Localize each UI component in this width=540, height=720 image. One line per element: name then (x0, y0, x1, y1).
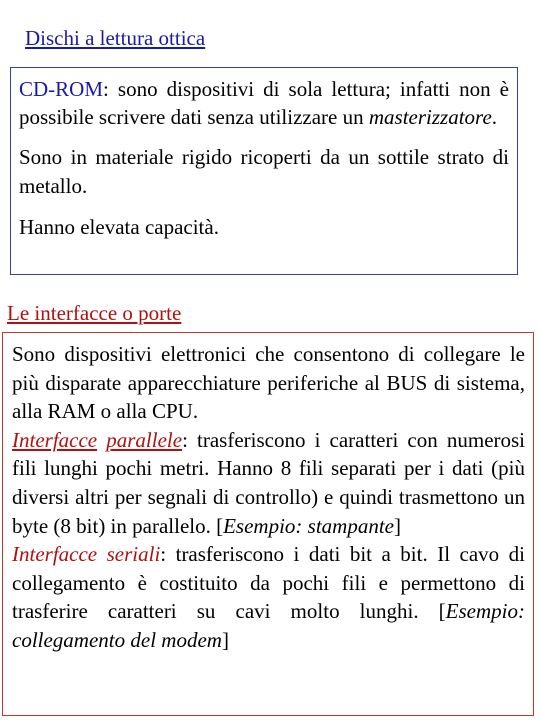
interfaces-intro: Sono dispositivi elettronici che consentono di collegare le più disparate apparecchiature periferiche al BUS di sistema, alla RAM o alla CPU. (12, 342, 525, 424)
cdrom-end: . (491, 105, 498, 129)
cdrom-text: : sono dispositivi di sola lettura; infatti non è possibile scrivere dati senza utilizzare un (19, 77, 509, 129)
optical-discs-box (10, 67, 518, 275)
material-paragraph: Sono in materiale rigido ricoperti da un sottile strato di metallo. (19, 145, 509, 198)
parallel-term-1: Interfacce (12, 427, 98, 452)
parallel-example: Esempio: stampante (223, 513, 395, 538)
section-heading-optical-discs: Dischi a lettura ottica (25, 26, 206, 50)
cdrom-label: CD-ROM (19, 77, 104, 101)
serial-term: Interfacce seriali (12, 542, 161, 567)
cdrom-paragraph (19, 75, 509, 131)
parallel-close: ] (394, 513, 402, 538)
parallel-interfaces-paragraph (12, 426, 525, 540)
interfaces-box (2, 332, 534, 716)
parallel-term-2: parallele (106, 427, 183, 452)
serial-example: Esempio: collegamento del modem (12, 599, 525, 652)
section-heading-interfaces: Le interfacce o porte (7, 301, 182, 325)
cdrom-italic-term: masterizzatore (368, 105, 492, 129)
serial-close: ] (221, 627, 229, 652)
capacity-paragraph: Hanno elevata capacità. (19, 215, 219, 239)
serial-text: : trasferiscono i dati bit a bit. Il cavo di collegamento è costituito da pochi fili e permettono di trasferire caratteri su cavi molto lunghi. [ (12, 542, 525, 624)
serial-interfaces-paragraph (12, 540, 525, 654)
parallel-text: : trasferiscono i caratteri con numerosi fili lunghi pochi metri. Hanno 8 fili separati per i dati (più diversi altri per segnali di controllo) e quindi trasmettono un byte (8 bit) in parallelo. [ (12, 427, 526, 538)
